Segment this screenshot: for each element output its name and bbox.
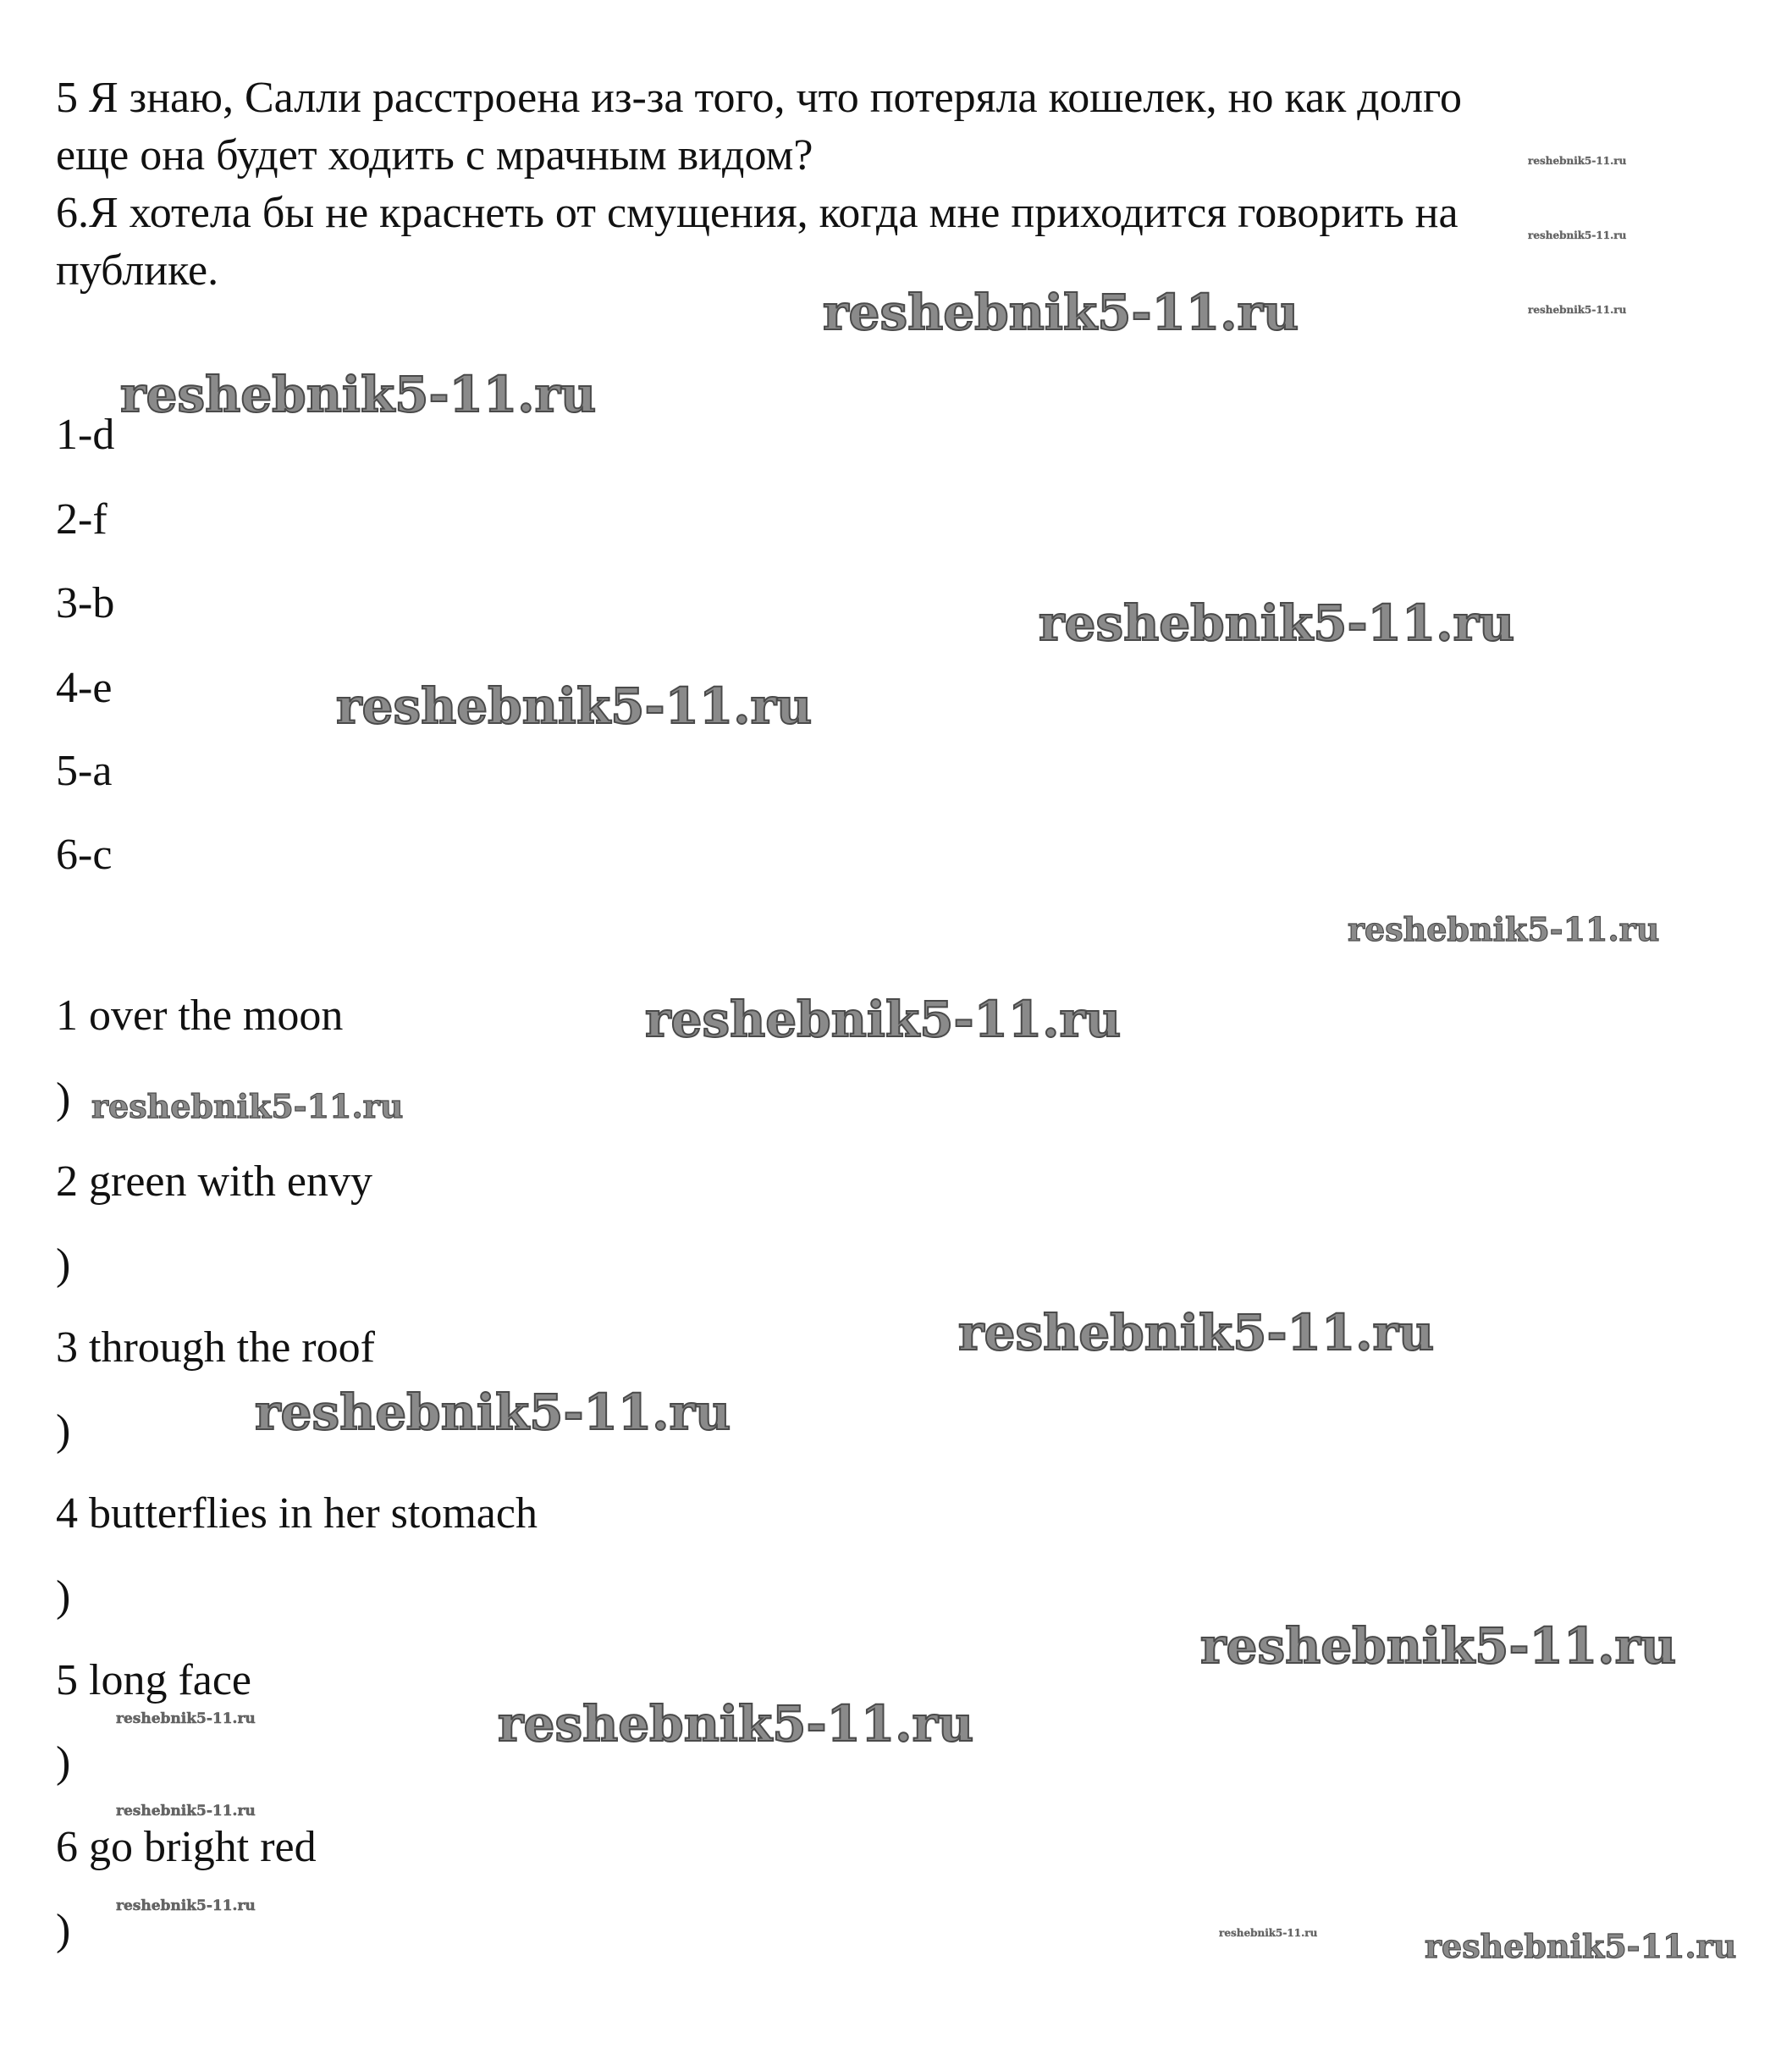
watermark: reshebnik5-11.ru — [116, 1803, 256, 1820]
idiom-close-paren: ) — [56, 1572, 71, 1621]
idiom-phrase: 5 long face — [56, 1656, 252, 1704]
matching-answer: 6-c — [56, 831, 113, 879]
watermark: reshebnik5-11.ru — [958, 1304, 1435, 1361]
watermark: reshebnik5-11.ru — [336, 677, 813, 735]
watermark: reshebnik5-11.ru — [116, 1897, 256, 1914]
translation-item-5-line-1: 5 Я знаю, Салли расстроена из-за того, что потеряла кошелек, но как долго — [56, 74, 1463, 122]
idiom-close-paren: ) — [56, 1240, 71, 1289]
watermark: reshebnik5-11.ru — [120, 366, 597, 423]
idiom-phrase: 6 go bright red — [56, 1823, 317, 1871]
idiom-phrase: 3 through the roof — [56, 1323, 375, 1372]
matching-answer: 5-a — [56, 747, 113, 795]
idiom-phrase: 2 green with envy — [56, 1157, 373, 1206]
matching-answer: 1-d — [56, 411, 115, 459]
translation-item-6-line-1: 6.Я хотела бы не краснеть от смущения, когда мне приходится говорить на — [56, 189, 1458, 237]
watermark: reshebnik5-11.ru — [1348, 910, 1660, 948]
idiom-close-paren: ) — [56, 1074, 71, 1123]
watermark: reshebnik5-11.ru — [91, 1087, 404, 1125]
idiom-close-paren: ) — [56, 1906, 71, 1954]
watermark: reshebnik5-11.ru — [1528, 304, 1627, 316]
watermark: reshebnik5-11.ru — [1039, 594, 1515, 652]
watermark: reshebnik5-11.ru — [1528, 155, 1627, 167]
matching-answer: 2-f — [56, 495, 108, 544]
watermark: reshebnik5-11.ru — [116, 1710, 256, 1727]
translation-item-6-line-2: публике. — [56, 246, 219, 295]
watermark: reshebnik5-11.ru — [1200, 1617, 1677, 1675]
idiom-phrase: 4 butterflies in her stomach — [56, 1489, 538, 1538]
idiom-close-paren: ) — [56, 1406, 71, 1455]
watermark: reshebnik5-11.ru — [1528, 229, 1627, 241]
watermark: reshebnik5-11.ru — [1219, 1927, 1318, 1939]
idiom-close-paren: ) — [56, 1738, 71, 1787]
watermark: reshebnik5-11.ru — [823, 284, 1299, 341]
matching-answer: 4-e — [56, 664, 113, 712]
watermark: reshebnik5-11.ru — [645, 991, 1122, 1048]
translation-item-5-line-2: еще она будет ходить с мрачным видом? — [56, 131, 813, 179]
watermark: reshebnik5-11.ru — [255, 1383, 731, 1441]
watermark: reshebnik5-11.ru — [1425, 1927, 1737, 1965]
watermark: reshebnik5-11.ru — [498, 1695, 974, 1753]
matching-answer: 3-b — [56, 579, 115, 627]
idiom-phrase: 1 over the moon — [56, 991, 344, 1040]
